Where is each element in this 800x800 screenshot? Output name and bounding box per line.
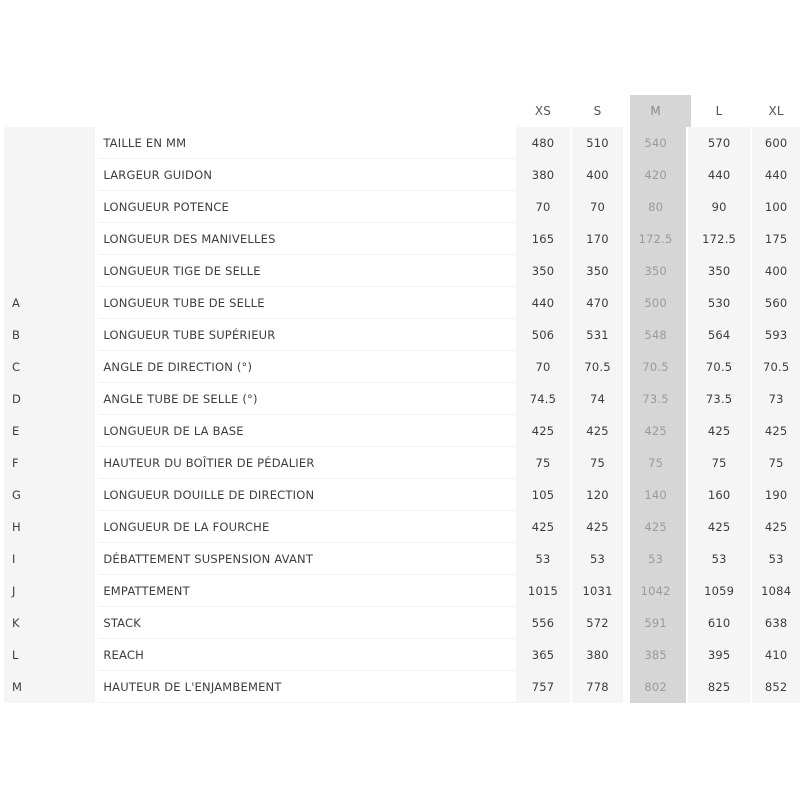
dimension-label: LONGUEUR DOUILLE DE DIRECTION: [99, 479, 516, 511]
value-s: 470: [572, 287, 624, 319]
value-l: 440: [688, 159, 751, 191]
value-l: 395: [688, 639, 751, 671]
dimension-label: TAILLE EN MM: [99, 127, 516, 159]
value-l: 75: [688, 447, 751, 479]
value-xl: 600: [752, 127, 800, 159]
dimension-letter: [4, 127, 95, 159]
value-m: 420: [644, 168, 667, 182]
table-row: [4, 351, 800, 383]
value-s: 75: [572, 447, 624, 479]
value-xs: 440: [516, 287, 570, 319]
value-xl: 53: [752, 543, 800, 575]
value-xl: 410: [752, 639, 800, 671]
value-xs: 74.5: [516, 383, 570, 415]
table-row: [4, 543, 800, 575]
value-xl: 440: [752, 159, 800, 191]
value-s: 510: [572, 127, 624, 159]
value-xs: 757: [516, 671, 570, 703]
size-header-s: S: [593, 104, 602, 118]
table-row: [4, 671, 800, 703]
value-l: 530: [688, 287, 751, 319]
table-row: [4, 415, 800, 447]
value-xs: 425: [516, 511, 570, 543]
table-row: [4, 639, 800, 671]
dimension-letter: [4, 255, 95, 287]
dimension-label: HAUTEUR DU BOÎTIER DE PÉDALIER: [99, 447, 516, 479]
value-xs: 480: [516, 127, 570, 159]
value-xs: 53: [516, 543, 570, 575]
value-xl: 852: [752, 671, 800, 703]
value-xs: 70: [516, 351, 570, 383]
value-l: 610: [688, 607, 751, 639]
value-xs: 506: [516, 319, 570, 351]
dimension-label: LONGUEUR POTENCE: [99, 191, 516, 223]
value-xs: 1015: [516, 575, 570, 607]
value-l: 90: [688, 191, 751, 223]
dimension-label: DÉBATTEMENT SUSPENSION AVANT: [99, 543, 516, 575]
value-l: 570: [688, 127, 751, 159]
value-l: 172.5: [688, 223, 751, 255]
value-m: 80: [648, 200, 664, 214]
value-s: 74: [572, 383, 624, 415]
size-header-xs: XS: [534, 104, 552, 118]
dimension-letter: G: [4, 479, 95, 511]
value-s: 380: [572, 639, 624, 671]
value-s: 53: [572, 543, 624, 575]
value-xs: 70: [516, 191, 570, 223]
dimension-letter: H: [4, 511, 95, 543]
value-s: 400: [572, 159, 624, 191]
value-s: 425: [572, 511, 624, 543]
table-row: [4, 159, 800, 191]
dimension-label: STACK: [99, 607, 516, 639]
dimension-letter: E: [4, 415, 95, 447]
table-row: [4, 223, 800, 255]
dimension-letter: J: [4, 575, 95, 607]
value-xl: 175: [752, 223, 800, 255]
value-l: 825: [688, 671, 751, 703]
value-xs: 556: [516, 607, 570, 639]
value-l: 53: [688, 543, 751, 575]
value-xl: 560: [752, 287, 800, 319]
dimension-label: LONGUEUR TIGE DE SELLE: [99, 255, 516, 287]
value-m: 425: [644, 520, 667, 534]
table-row: [4, 607, 800, 639]
dimension-label: LONGUEUR TUBE DE SELLE: [99, 287, 516, 319]
dimension-label: LONGUEUR DES MANIVELLES: [99, 223, 516, 255]
value-s: 1031: [572, 575, 624, 607]
value-xl: 400: [752, 255, 800, 287]
dimension-letter: L: [4, 639, 95, 671]
dimension-label: EMPATTEMENT: [99, 575, 516, 607]
value-l: 1059: [688, 575, 751, 607]
value-l: 70.5: [688, 351, 751, 383]
value-l: 160: [688, 479, 751, 511]
dimension-letter: I: [4, 543, 95, 575]
value-m: 540: [644, 136, 667, 150]
value-s: 531: [572, 319, 624, 351]
value-xs: 105: [516, 479, 570, 511]
dimension-label: HAUTEUR DE L'ENJAMBEMENT: [99, 671, 516, 703]
dimension-label: LONGUEUR TUBE SUPÉRIEUR: [99, 319, 516, 351]
value-l: 73.5: [688, 383, 751, 415]
value-s: 425: [572, 415, 624, 447]
value-m: 53: [648, 552, 664, 566]
value-xl: 593: [752, 319, 800, 351]
value-m: 172.5: [638, 232, 673, 246]
value-xs: 380: [516, 159, 570, 191]
table-row: [4, 255, 800, 287]
dimension-letter: D: [4, 383, 95, 415]
value-l: 425: [688, 415, 751, 447]
dimension-label: LONGUEUR DE LA BASE: [99, 415, 516, 447]
value-xs: 425: [516, 415, 570, 447]
value-s: 70: [572, 191, 624, 223]
table-row: [4, 319, 800, 351]
dimension-letter: [4, 223, 95, 255]
table-row: [4, 479, 800, 511]
value-xl: 425: [752, 511, 800, 543]
value-s: 572: [572, 607, 624, 639]
value-m: 425: [644, 424, 667, 438]
value-xl: 425: [752, 415, 800, 447]
dimension-letter: M: [4, 671, 95, 703]
table-row: [4, 447, 800, 479]
value-s: 70.5: [572, 351, 624, 383]
table-row: [4, 383, 800, 415]
value-m: 802: [644, 680, 667, 694]
value-m: 385: [644, 648, 667, 662]
dimension-label: ANGLE TUBE DE SELLE (°): [99, 383, 516, 415]
value-xl: 70.5: [752, 351, 800, 383]
value-m: 500: [644, 296, 667, 310]
value-m: 140: [644, 488, 667, 502]
value-xs: 365: [516, 639, 570, 671]
value-xs: 350: [516, 255, 570, 287]
dimension-letter: F: [4, 447, 95, 479]
size-header-l: L: [715, 104, 723, 118]
dimension-letter: A: [4, 287, 95, 319]
dimension-label: LONGUEUR DE LA FOURCHE: [99, 511, 516, 543]
value-s: 778: [572, 671, 624, 703]
dimension-letter: [4, 159, 95, 191]
value-s: 120: [572, 479, 624, 511]
value-xl: 73: [752, 383, 800, 415]
value-l: 564: [688, 319, 751, 351]
value-m: 73.5: [642, 392, 669, 406]
size-header-xl: XL: [768, 104, 784, 118]
value-xs: 75: [516, 447, 570, 479]
value-m: 1042: [640, 584, 671, 598]
dimension-label: ANGLE DE DIRECTION (°): [99, 351, 516, 383]
value-xl: 638: [752, 607, 800, 639]
dimension-letter: [4, 191, 95, 223]
value-m: 70.5: [642, 360, 669, 374]
value-xl: 75: [752, 447, 800, 479]
dimension-label: LARGEUR GUIDON: [99, 159, 516, 191]
value-m: 548: [644, 328, 667, 342]
value-m: 75: [648, 456, 664, 470]
value-xl: 190: [752, 479, 800, 511]
table-row: [4, 191, 800, 223]
dimension-letter: K: [4, 607, 95, 639]
geometry-table: [4, 95, 800, 703]
value-l: 425: [688, 511, 751, 543]
table-row: [4, 127, 800, 159]
value-s: 350: [572, 255, 624, 287]
table-row: [4, 511, 800, 543]
value-xl: 100: [752, 191, 800, 223]
value-l: 350: [688, 255, 751, 287]
dimension-letter: C: [4, 351, 95, 383]
value-m: 591: [644, 616, 667, 630]
value-m: 350: [644, 264, 667, 278]
dimension-label: REACH: [99, 639, 516, 671]
size-header-row: [4, 95, 800, 127]
value-s: 170: [572, 223, 624, 255]
dimension-letter: B: [4, 319, 95, 351]
value-xs: 165: [516, 223, 570, 255]
value-xl: 1084: [752, 575, 800, 607]
size-header-m: M: [650, 104, 661, 118]
table-row: [4, 575, 800, 607]
table-row: [4, 287, 800, 319]
